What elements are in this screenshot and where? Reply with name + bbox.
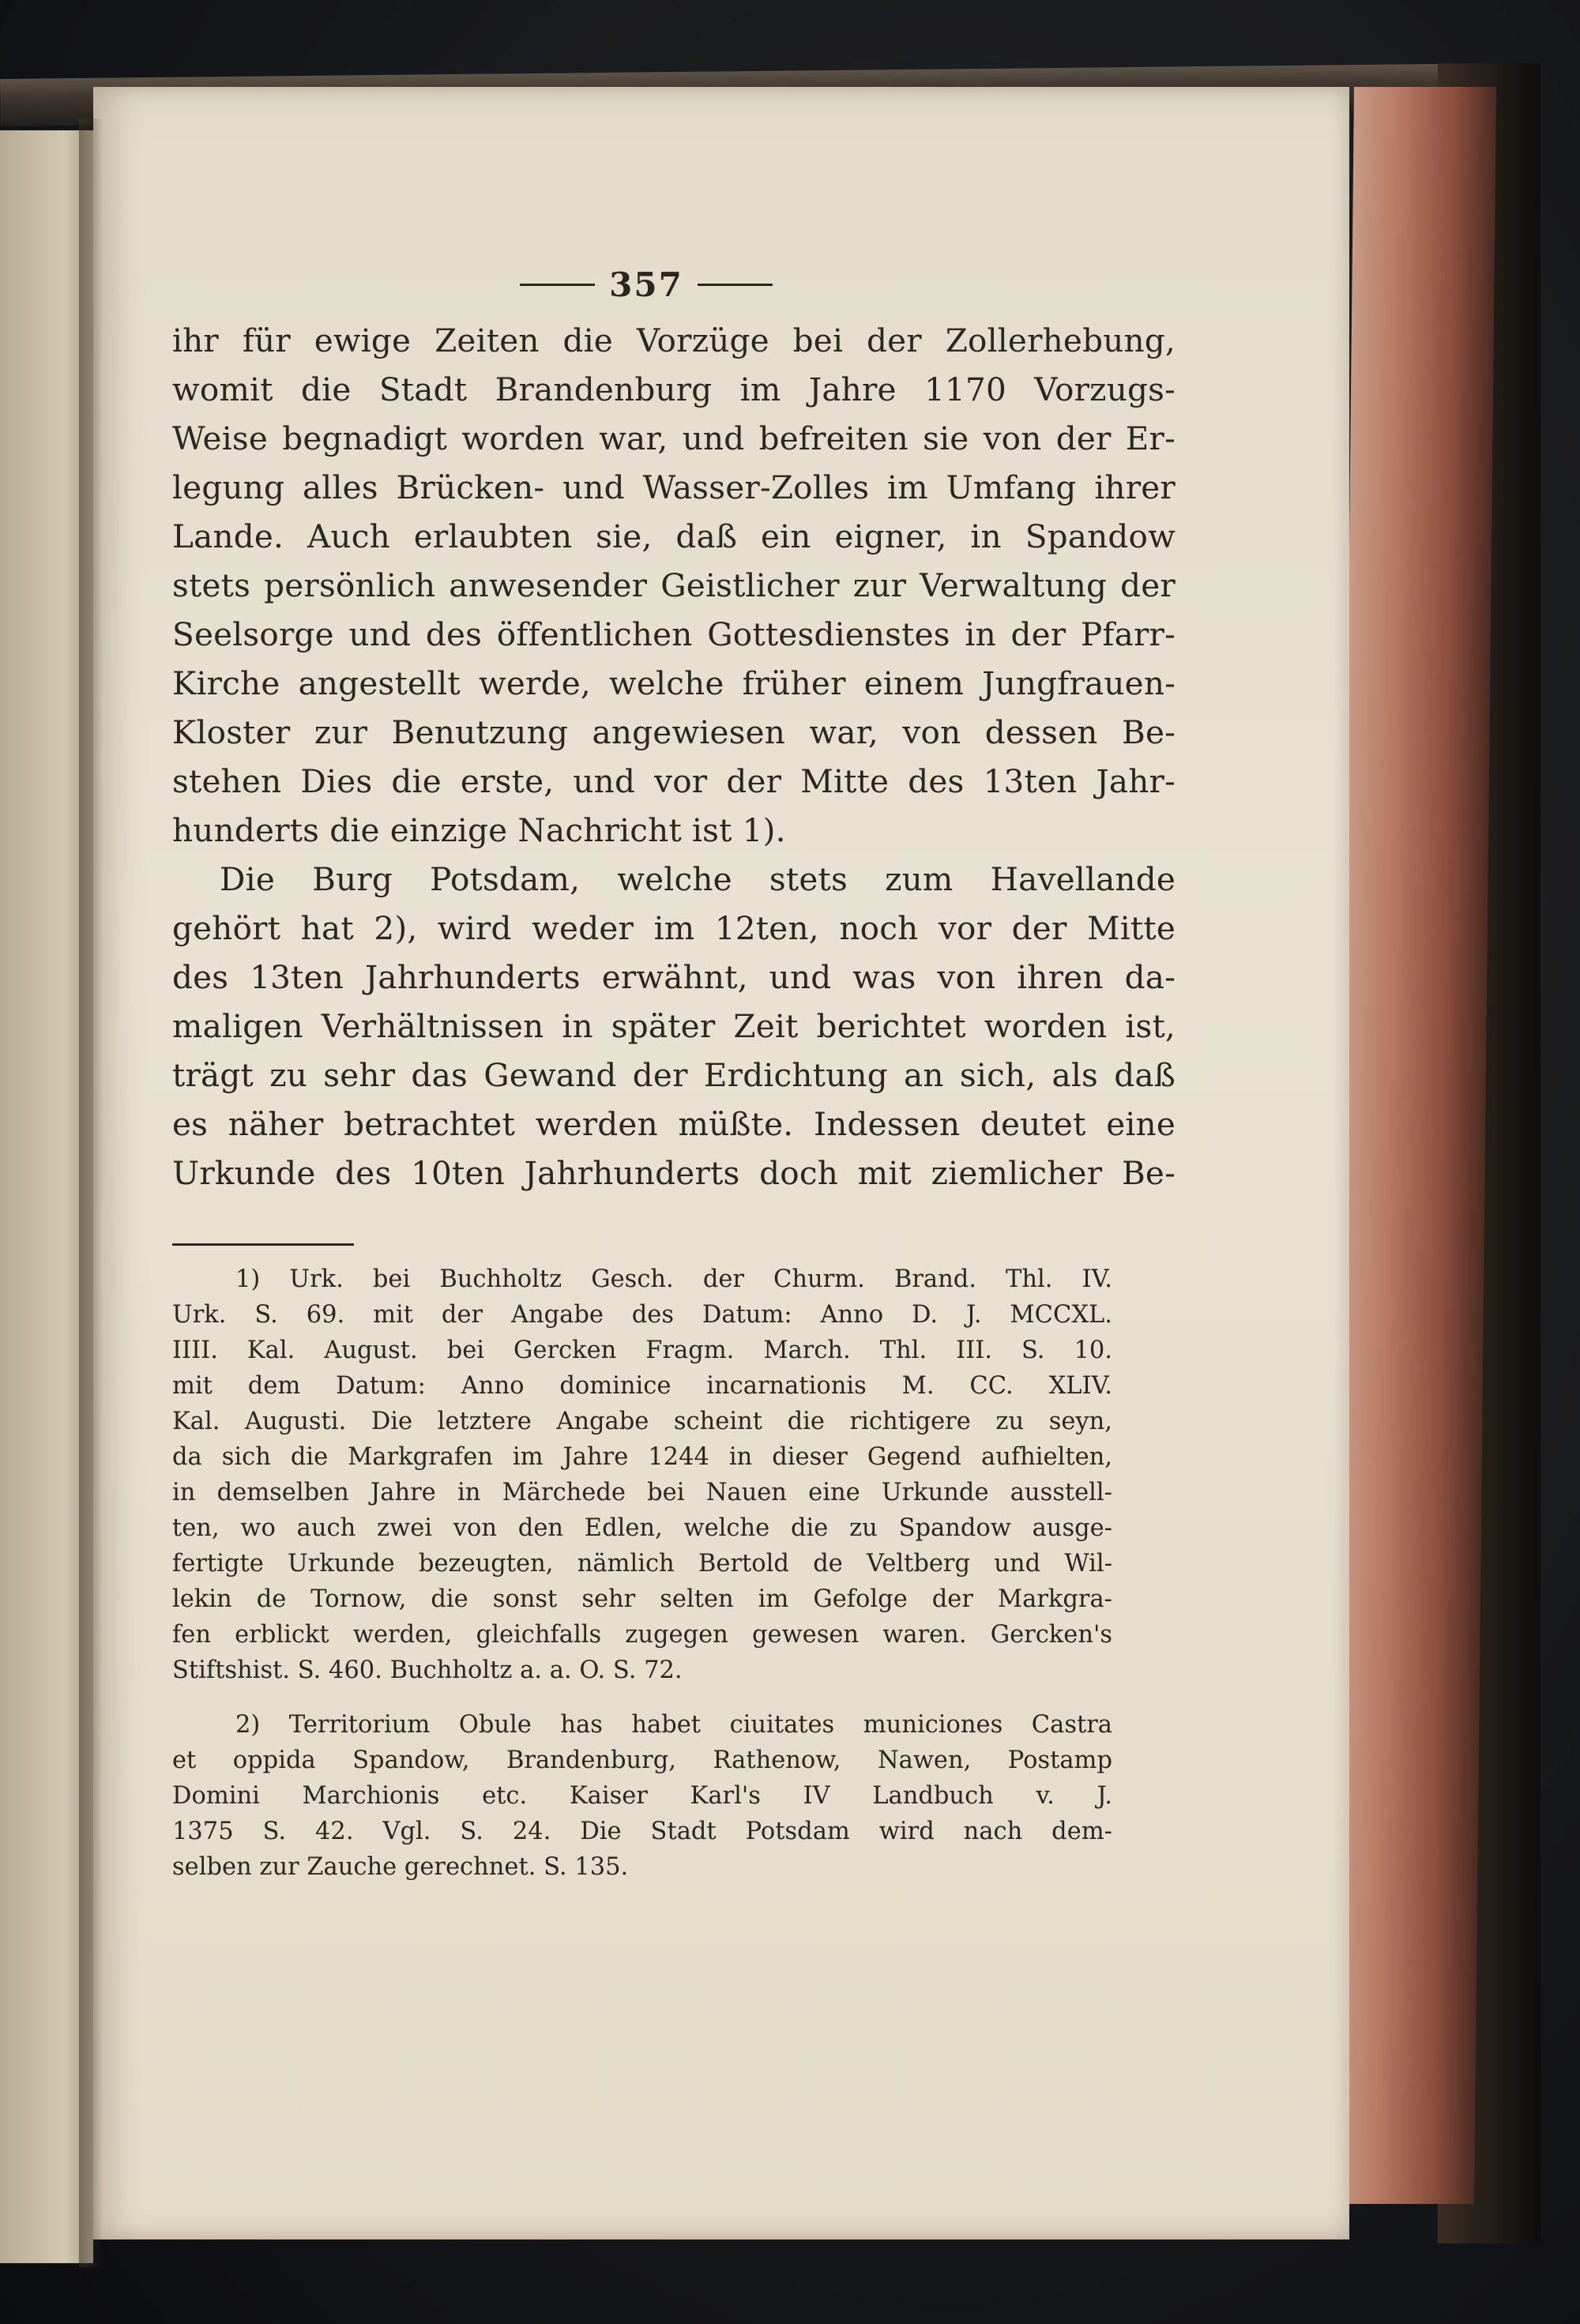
- footnote-line: Urk. S. 69. mit der Angabe des Datum: Anno D. J. MCCXL.: [172, 1301, 1112, 1329]
- body-line: Lande. Auch erlaubten sie, daß ein eigner, in Spandow: [172, 517, 1176, 555]
- footnote-line: mit dem Datum: Anno dominice incarnationis M. CC. XLIV.: [172, 1372, 1112, 1400]
- footnote-line: in demselben Jahre in Märchede bei Nauen eine Urkunde ausstell-: [172, 1479, 1112, 1506]
- body-line: Kloster zur Benutzung angewiesen war, von dessen Be-: [172, 713, 1176, 751]
- body-line: legung alles Brücken- und Wasser-Zolles im Umfang ihrer: [172, 468, 1176, 506]
- footnote-gap: [172, 1688, 1199, 1707]
- body-line: Seelsorge und des öffentlichen Gottesdienstes in der Pfarr-: [172, 615, 1176, 653]
- body-line: Weise begnadigt worden war, und befreiten sie von der Er-: [172, 419, 1176, 457]
- book-page: [93, 87, 1349, 2239]
- running-head: [291, 261, 1002, 308]
- footnote-line: selben zur Zauche gerechnet. S. 135.: [172, 1853, 629, 1881]
- footnote-line: fertigte Urkunde bezeugten, nämlich Bertold de Veltberg und Wil-: [172, 1550, 1112, 1578]
- footnote-line: lekin de Tornow, die sonst sehr selten im Gefolge der Markgra-: [172, 1585, 1112, 1613]
- body-line: ihr für ewige Zeiten die Vorzüge bei der Zollerhebung,: [172, 322, 1176, 359]
- footnote-line: Domini Marchionis etc. Kaiser Karl's IV Landbuch v. J.: [172, 1782, 1112, 1810]
- page-gutter-shadow: [79, 118, 103, 2267]
- body-line: womit die Stadt Brandenburg im Jahre 1170 Vorzugs-: [172, 370, 1176, 408]
- body-line: stehen Dies die erste, und vor der Mitte des 13ten Jahr-: [172, 762, 1176, 800]
- head-dash-left: [520, 284, 595, 286]
- footnote-line: 1375 S. 42. Vgl. S. 24. Die Stadt Potsdam wird nach dem-: [172, 1818, 1112, 1845]
- footnote-line: fen erblickt werden, gleichfalls zugegen gewesen waren. Gercken's: [172, 1621, 1112, 1649]
- page-content: [172, 261, 1199, 1885]
- footnote-line: 1) Urk. bei Buchholtz Gesch. der Churm. Brand. Thl. IV.: [235, 1265, 1112, 1293]
- page-fore-edge: [1332, 87, 1496, 2204]
- footnote-line: ten, wo auch zwei von den Edlen, welche die zu Spandow ausge-: [172, 1514, 1112, 1542]
- body-line: Die Burg Potsdam, welche stets zum Havellande: [220, 860, 1176, 898]
- footnote-1: [172, 1262, 1199, 1688]
- body-line: es näher betrachtet werden müßte. Indessen deutet eine: [172, 1105, 1176, 1143]
- body-line: stets persönlich anwesender Geistlicher zur Verwaltung der: [172, 566, 1176, 604]
- footnote-line: Stiftshist. S. 460. Buchholtz a. a. O. S. 72.: [172, 1657, 683, 1684]
- footnote-line: Kal. Augusti. Die letztere Angabe scheint die richtigere zu seyn,: [172, 1408, 1112, 1435]
- body-text: [172, 316, 1199, 1198]
- footnote-line: 2) Territorium Obule has habet ciuitates municiones Castra: [235, 1711, 1112, 1739]
- body-line: hunderts die einzige Nachricht ist 1).: [172, 811, 786, 849]
- page-number: 357: [609, 265, 683, 304]
- body-line: trägt zu sehr das Gewand der Erdichtung an sich, als daß: [172, 1056, 1176, 1094]
- footnote-line: da sich die Markgrafen im Jahre 1244 in dieser Gegend aufhielten,: [172, 1443, 1112, 1471]
- body-line: des 13ten Jahrhunderts erwähnt, und was von ihren da-: [172, 958, 1176, 996]
- body-line: gehört hat 2), wird weder im 12ten, noch vor der Mitte: [172, 909, 1176, 947]
- footnote-line: et oppida Spandow, Brandenburg, Rathenow, Nawen, Postamp: [172, 1747, 1112, 1774]
- head-dash-right: [698, 284, 773, 286]
- footnote-line: IIII. Kal. August. bei Gercken Fragm. March. Thl. III. S. 10.: [172, 1337, 1112, 1364]
- body-line: Urkunde des 10ten Jahrhunderts doch mit ziemlicher Be-: [172, 1154, 1176, 1192]
- footnote-2: [172, 1707, 1199, 1885]
- body-line: maligen Verhältnissen in später Zeit berichtet worden ist,: [172, 1007, 1176, 1045]
- body-line: Kirche angestellt werde, welche früher einem Jungfrauen-: [172, 664, 1176, 702]
- footnote-rule: [172, 1243, 354, 1246]
